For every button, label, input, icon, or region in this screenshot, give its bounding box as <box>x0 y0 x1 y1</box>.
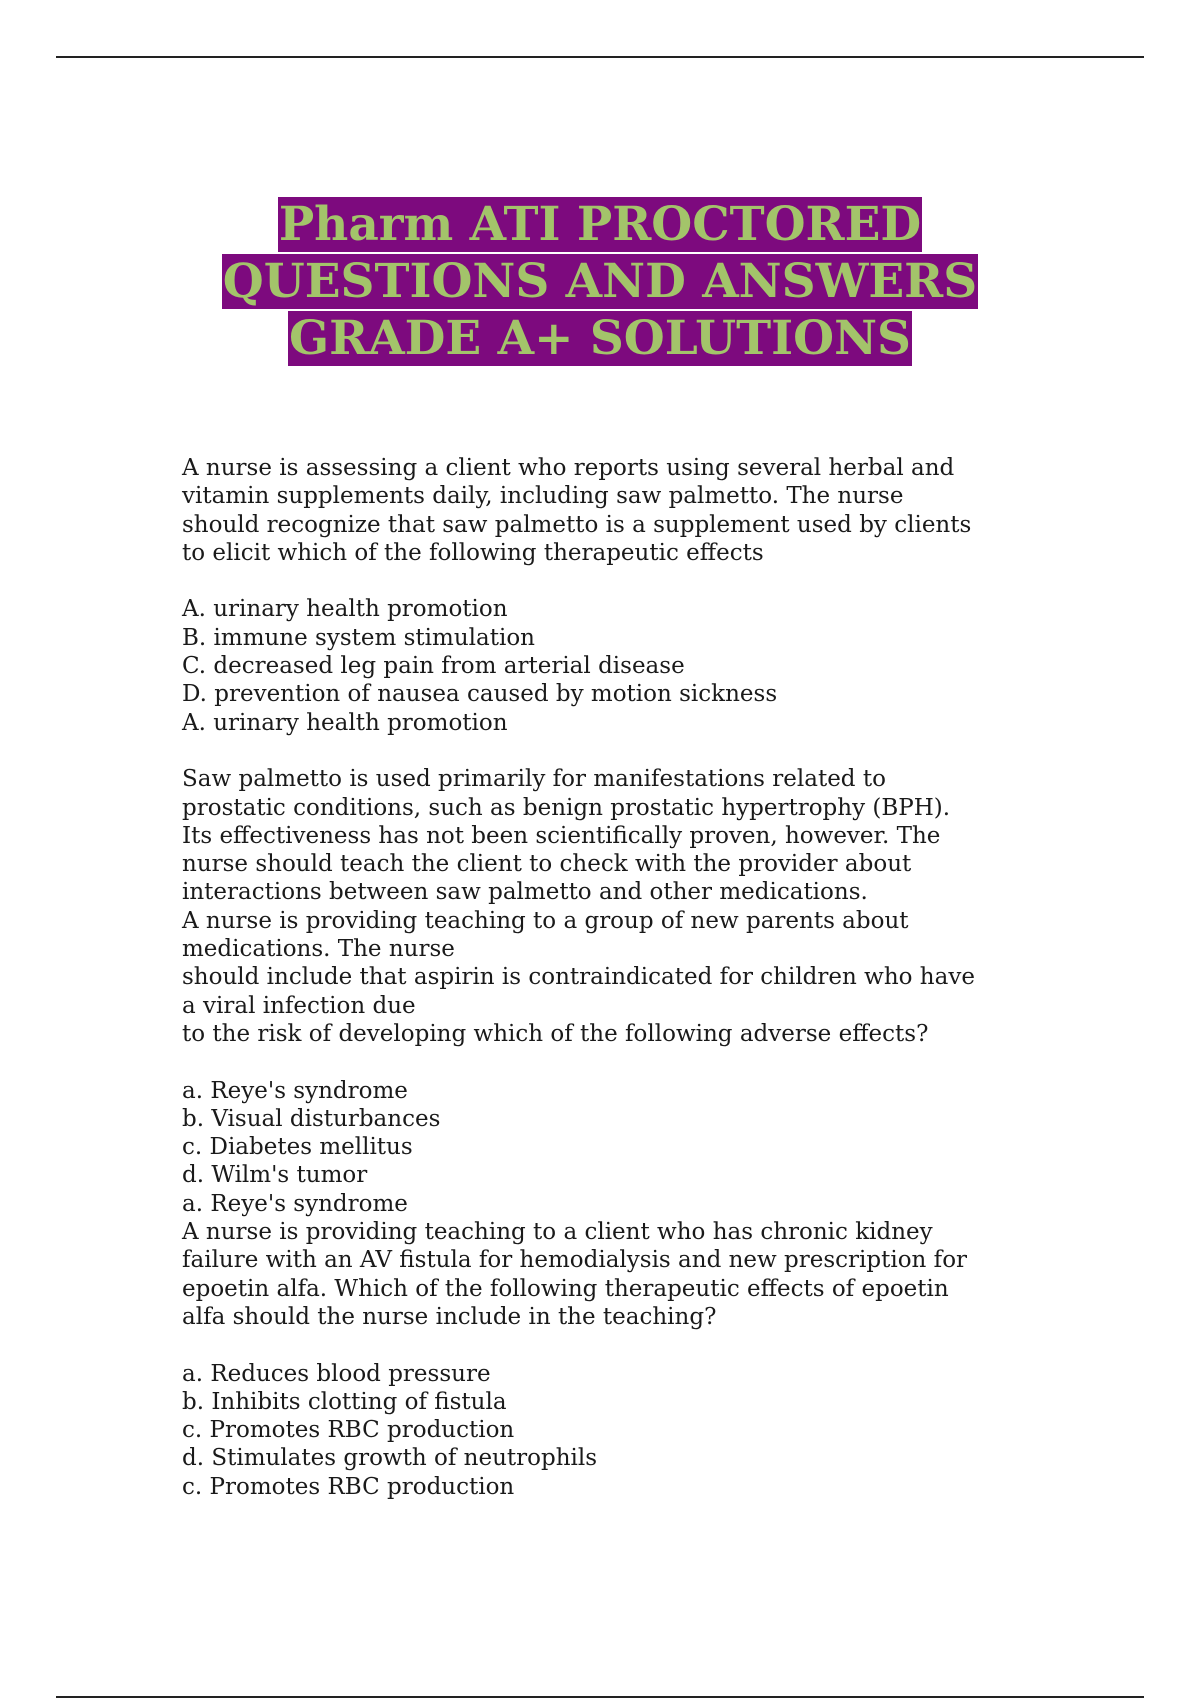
question-stem: A nurse is assessing a client who reports using several herbal and vitamin supplements daily, including saw palmetto. The nurse should recognize that saw palmetto is a supplement used by clients to elicit which of the following therapeutic effects <box>182 455 972 566</box>
option: A. urinary health promotion <box>182 596 508 623</box>
correct-answer: a. Reye's syndrome <box>182 1190 408 1217</box>
option: d. Stimulates growth of neutrophils <box>182 1445 598 1472</box>
title-line: GRADE A+ SOLUTIONS <box>289 311 911 366</box>
question-stem: A nurse is providing teaching to a client who has chronic kidney failure with an AV fistula for hemodialysis and new prescription for epoetin alfa. Which of the following therapeutic effects of epoetin alfa should the nurse include in the teaching? <box>182 1219 968 1330</box>
question-stem: A nurse is providing teaching to a group of new parents about medications. The nurse should include that aspirin is contraindicated for children who have a viral infection due to the risk of developing which of the following adverse effects? <box>182 907 975 1047</box>
option: B. immune system stimulation <box>182 624 535 651</box>
footer-rule <box>56 1696 1144 1698</box>
title-line: Pharm ATI PROCTORED <box>278 197 922 252</box>
option: c. Diabetes mellitus <box>182 1134 413 1161</box>
answer-options <box>182 1077 1082 1190</box>
page-title <box>0 196 1200 367</box>
correct-answer: A. urinary health promotion <box>182 709 508 736</box>
option: b. Visual disturbances <box>182 1105 441 1132</box>
option: d. Wilm's tumor <box>182 1162 368 1189</box>
title-line: QUESTIONS AND ANSWERS <box>222 254 978 309</box>
question-2 <box>182 907 1082 1218</box>
option: a. Reduces blood pressure <box>182 1360 491 1387</box>
option: C. decreased leg pain from arterial disease <box>182 653 685 680</box>
document-body <box>182 454 1082 1501</box>
answer-options <box>182 595 1082 708</box>
correct-answer: c. Promotes RBC production <box>182 1473 515 1500</box>
option: b. Inhibits clotting of fistula <box>182 1388 507 1415</box>
option: c. Promotes RBC production <box>182 1417 515 1444</box>
option: a. Reye's syndrome <box>182 1077 408 1104</box>
option: D. prevention of nausea caused by motion sickness <box>182 681 778 708</box>
question-1 <box>182 454 1082 907</box>
question-3 <box>182 1218 1082 1501</box>
header-rule <box>56 56 1144 58</box>
answer-options <box>182 1360 1082 1473</box>
rationale: Saw palmetto is used primarily for manifestations related to prostatic conditions, such as benign prostatic hypertrophy (BPH). Its effectiveness has not been scientifically proven, however. The nurse should teach the client to check with the provider about interactions between saw palmetto and other medications. <box>182 766 951 906</box>
